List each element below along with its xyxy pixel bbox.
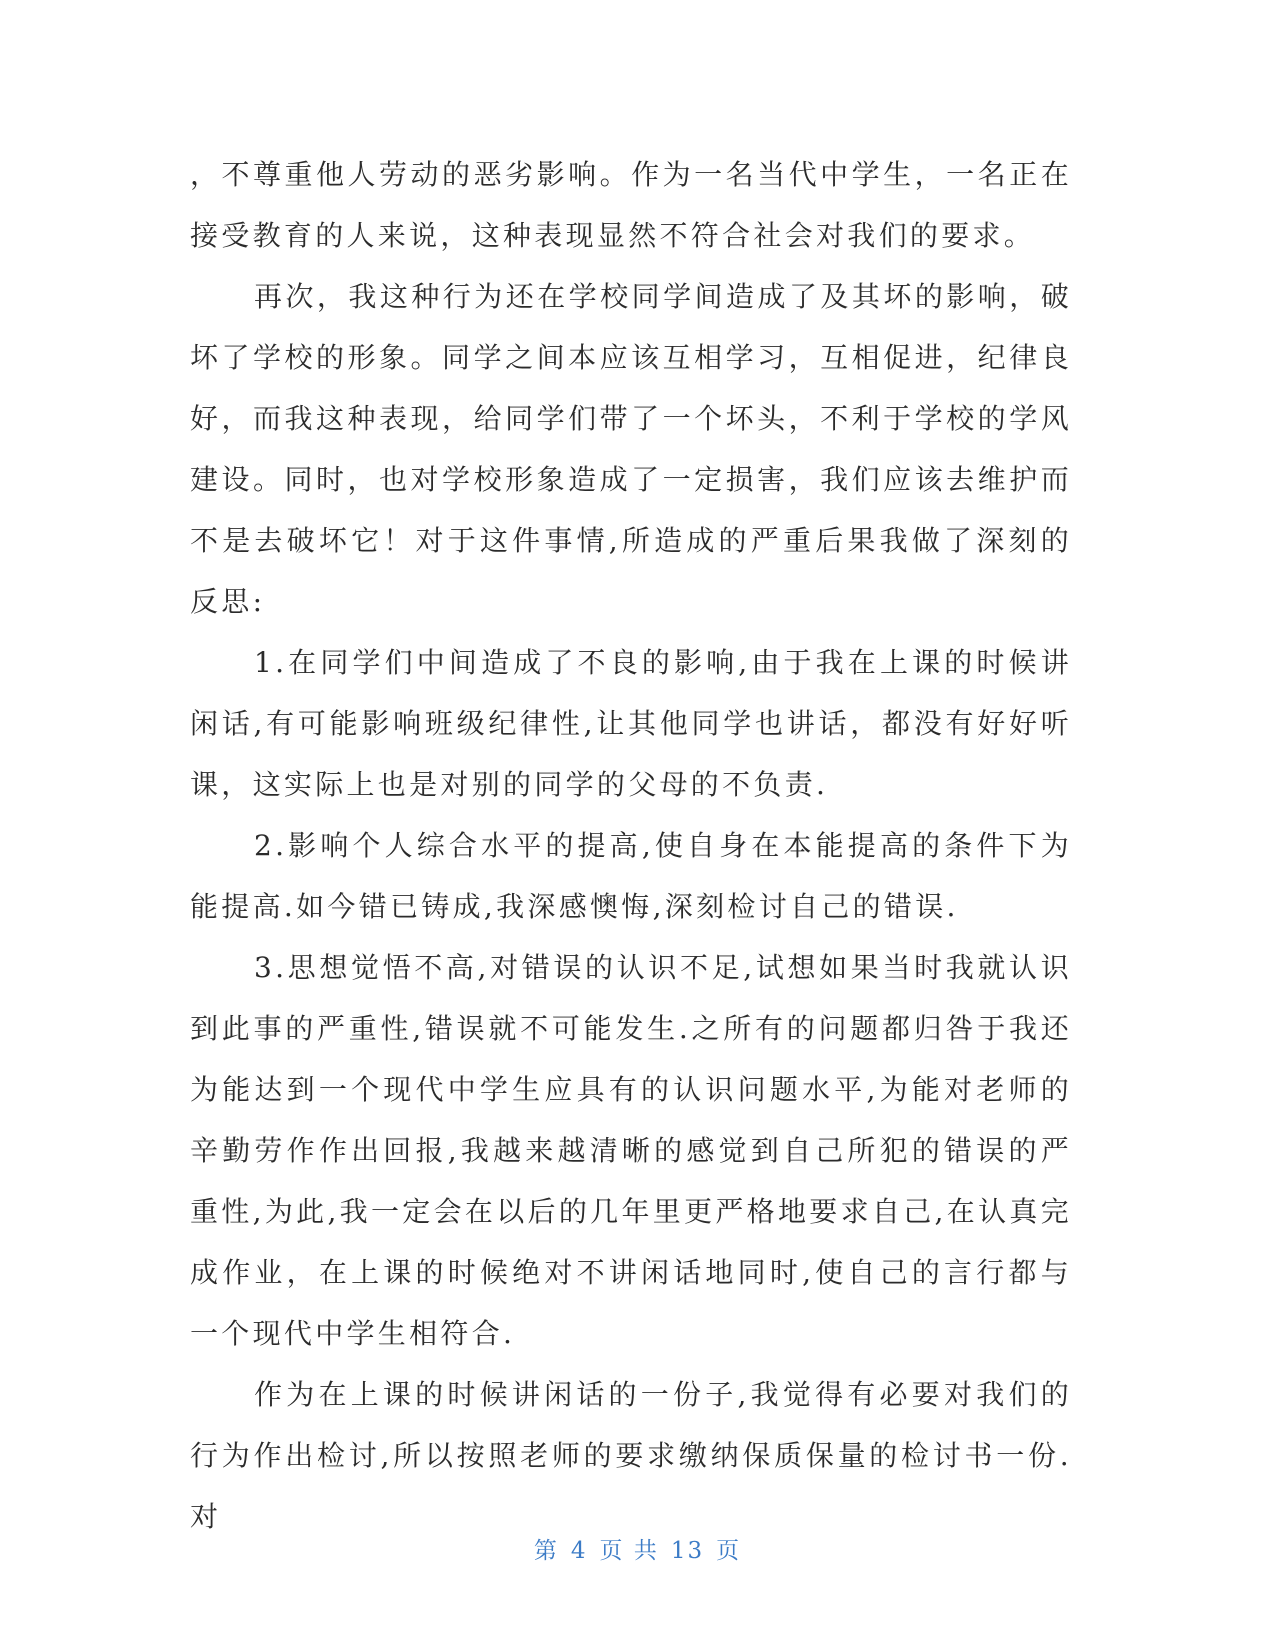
paragraph-5: 3.思想觉悟不高,对错误的认识不足,试想如果当时我就认识到此事的严重性,错误就不可能发生.之所有的问题都归咎于我还为能达到一个现代中学生应具有的认识问题水平,为能对老师的辛勤劳作作出回报,我越来越清晰的感觉到自己所犯的错误的严重性,为此,我一定会在以后的几年里更严格地要求自己,在认真完成作业，在上课的时候绝对不讲闲话地同时,使自己的言行都与一个现代中学生相符合. (190, 951, 1072, 1350)
document-body (190, 144, 1072, 1547)
paragraph-4: 2.影响个人综合水平的提高,使自身在本能提高的条件下为能提高.如今错已铸成,我深感懊悔,深刻检讨自己的错误. (190, 829, 1072, 923)
footer-suffix: 页 (716, 1538, 742, 1564)
paragraph-3: 1.在同学们中间造成了不良的影响,由于我在上课的时候讲闲话,有可能影响班级纪律性,让其他同学也讲话，都没有好好听课，这实际上也是对别的同学的父母的不负责. (190, 646, 1072, 801)
paragraph-1: ，不尊重他人劳动的恶劣影响。作为一名当代中学生，一名正在接受教育的人来说，这种表现显然不符合社会对我们的要求。 (190, 158, 1072, 252)
paragraph-2: 再次，我这种行为还在学校同学间造成了及其坏的影响，破坏了学校的形象。同学之间本应该互相学习，互相促进，纪律良好，而我这种表现，给同学们带了一个坏头，不利于学校的学风建设。同时，也对学校形象造成了一定损害，我们应该去维护而不是去破坏它！对于这件事情,所造成的严重后果我做了深刻的反思: (190, 280, 1072, 618)
footer-prefix: 第 (533, 1538, 559, 1564)
paragraph-6: 作为在上课的时候讲闲话的一份子,我觉得有必要对我们的行为作出检讨,所以按照老师的要求缴纳保质保量的检讨书一份.对 (190, 1378, 1072, 1533)
page-footer (0, 1532, 1275, 1565)
total-pages-number: 13 (670, 1538, 705, 1564)
footer-mid: 页 共 (599, 1538, 659, 1564)
current-page-number: 4 (570, 1538, 588, 1564)
